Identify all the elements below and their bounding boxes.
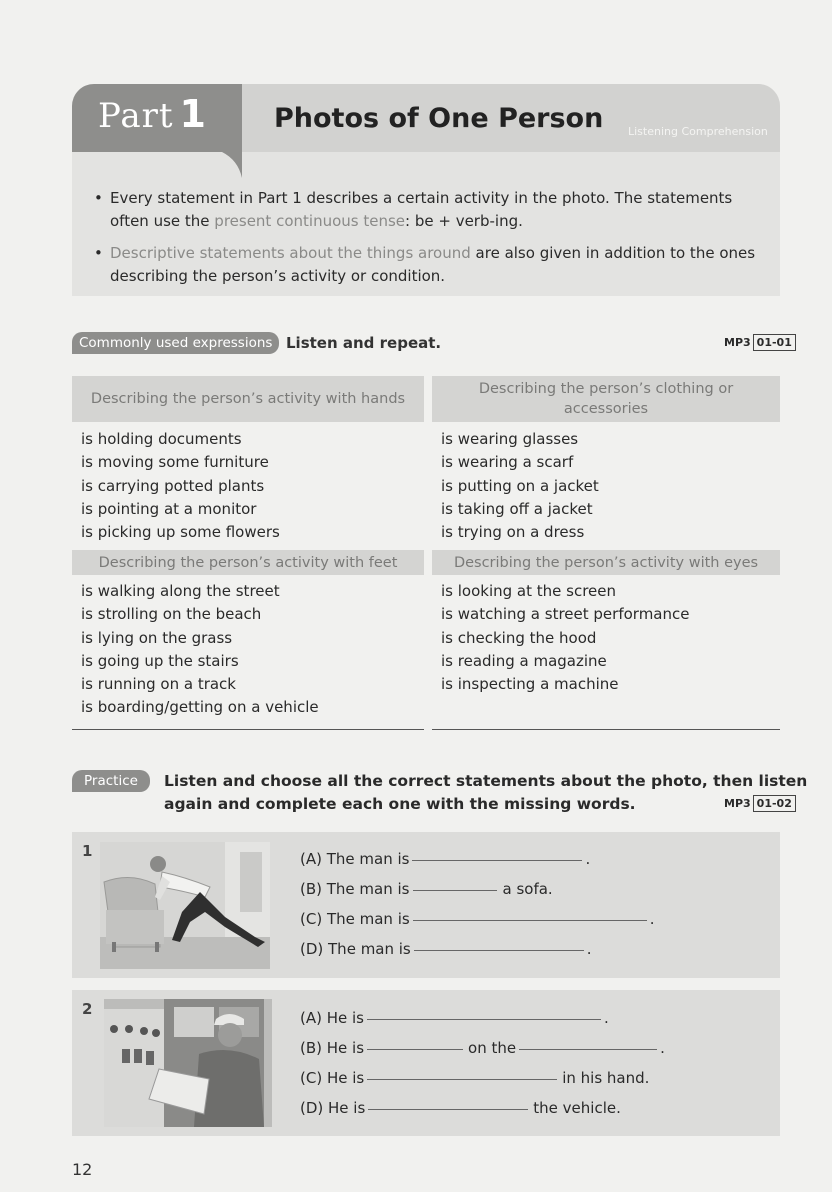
mp3-track-badge: MP3 01-01 — [724, 334, 796, 351]
expressions-instruction: Listen and repeat. — [286, 334, 442, 352]
expression-list-clothing — [441, 428, 599, 544]
group-header-feet: Describing the person’s activity with feet — [72, 550, 424, 575]
intro-bullets — [94, 187, 774, 297]
answer-blank[interactable] — [367, 1078, 557, 1080]
answer-blank[interactable] — [367, 1018, 601, 1020]
list-item: is wearing a scarf — [441, 453, 574, 472]
list-item: is going up the stairs — [81, 651, 239, 670]
group-header-clothing: Describing the person’s clothing or accessories — [432, 376, 780, 422]
page-title: Photos of One Person — [274, 103, 604, 134]
photo-illustration — [100, 842, 270, 969]
expression-list-eyes — [441, 580, 689, 696]
group-header-eyes: Describing the person’s activity with eyes — [432, 550, 780, 575]
answer-blank[interactable] — [414, 949, 584, 951]
list-item: is inspecting a machine — [441, 675, 619, 694]
expression-list-hands — [81, 428, 280, 544]
question-number: 1 — [82, 842, 93, 860]
list-item: is watching a street performance — [441, 605, 690, 624]
statement-2b: (B) He is on the . — [300, 1039, 665, 1057]
list-item: is strolling on the beach — [81, 605, 262, 624]
part-tab-notch — [222, 140, 242, 180]
list-item: is reading a magazine — [441, 651, 607, 670]
list-item: is running on a track — [81, 675, 236, 694]
statement-2a: (A) He is . — [300, 1009, 609, 1027]
list-item: is boarding/getting on a vehicle — [81, 698, 319, 717]
photo-worker-inspecting-machine — [104, 999, 272, 1127]
list-item: is moving some furniture — [81, 453, 269, 472]
mp3-track-badge: MP3 01-02 — [724, 795, 796, 812]
list-item: is putting on a jacket — [441, 476, 599, 495]
list-item: is wearing glasses — [441, 430, 579, 448]
expressions-label: Commonly used expressions — [72, 332, 279, 354]
statement-1b: (B) The man is a sofa. — [300, 880, 553, 898]
photo-illustration — [104, 999, 272, 1127]
page-number: 12 — [72, 1160, 93, 1179]
question-number: 2 — [82, 1000, 93, 1018]
practice-label: Practice — [72, 770, 150, 792]
expression-list-feet — [81, 580, 319, 720]
list-item: is pointing at a monitor — [81, 499, 257, 518]
list-item: is lying on the grass — [81, 628, 233, 647]
part-number: 1 — [179, 92, 207, 136]
answer-blank[interactable] — [519, 1048, 657, 1050]
section-subtitle: Listening Comprehension — [628, 125, 768, 138]
practice-instruction: Listen and choose all the correct statements about the photo, then listen again and complete each one with the missing words. — [164, 772, 808, 813]
list-item: is carrying potted plants — [81, 476, 265, 495]
photo-man-pushing-sofa — [100, 842, 270, 969]
statement-1a: (A) The man is . — [300, 850, 591, 868]
list-item: is checking the hood — [441, 628, 597, 647]
divider — [72, 729, 424, 730]
highlight-term: present continuous tense — [214, 212, 406, 230]
statement-1d: (D) The man is . — [300, 940, 592, 958]
statement-2d: (D) He is the vehicle. — [300, 1099, 621, 1117]
intro-bullet-1: • Every statement in Part 1 describes a certain activity in the photo. The statements often use the present continuous tense: be + verb-ing. — [94, 189, 733, 230]
statement-1c: (C) The man is . — [300, 910, 655, 928]
list-item: is trying on a dress — [441, 523, 585, 542]
part-label: Part 1 — [98, 92, 207, 136]
list-item: is holding documents — [81, 430, 242, 448]
answer-blank[interactable] — [413, 889, 497, 891]
answer-blank[interactable] — [412, 859, 582, 861]
list-item: is looking at the screen — [441, 582, 617, 600]
highlight-term: Descriptive statements about the things around — [110, 244, 471, 262]
answer-blank[interactable] — [367, 1048, 463, 1050]
statement-2c: (C) He is in his hand. — [300, 1069, 650, 1087]
divider — [432, 729, 780, 730]
answer-blank[interactable] — [413, 919, 647, 921]
answer-blank[interactable] — [368, 1108, 528, 1110]
intro-bullet-2: • Descriptive statements about the things around are also given in addition to the ones describing the person’s activity or condition. — [94, 244, 756, 285]
list-item: is picking up some flowers — [81, 523, 280, 542]
list-item: is walking along the street — [81, 582, 280, 600]
list-item: is taking off a jacket — [441, 499, 593, 518]
group-header-hands: Describing the person’s activity with hands — [72, 376, 424, 422]
